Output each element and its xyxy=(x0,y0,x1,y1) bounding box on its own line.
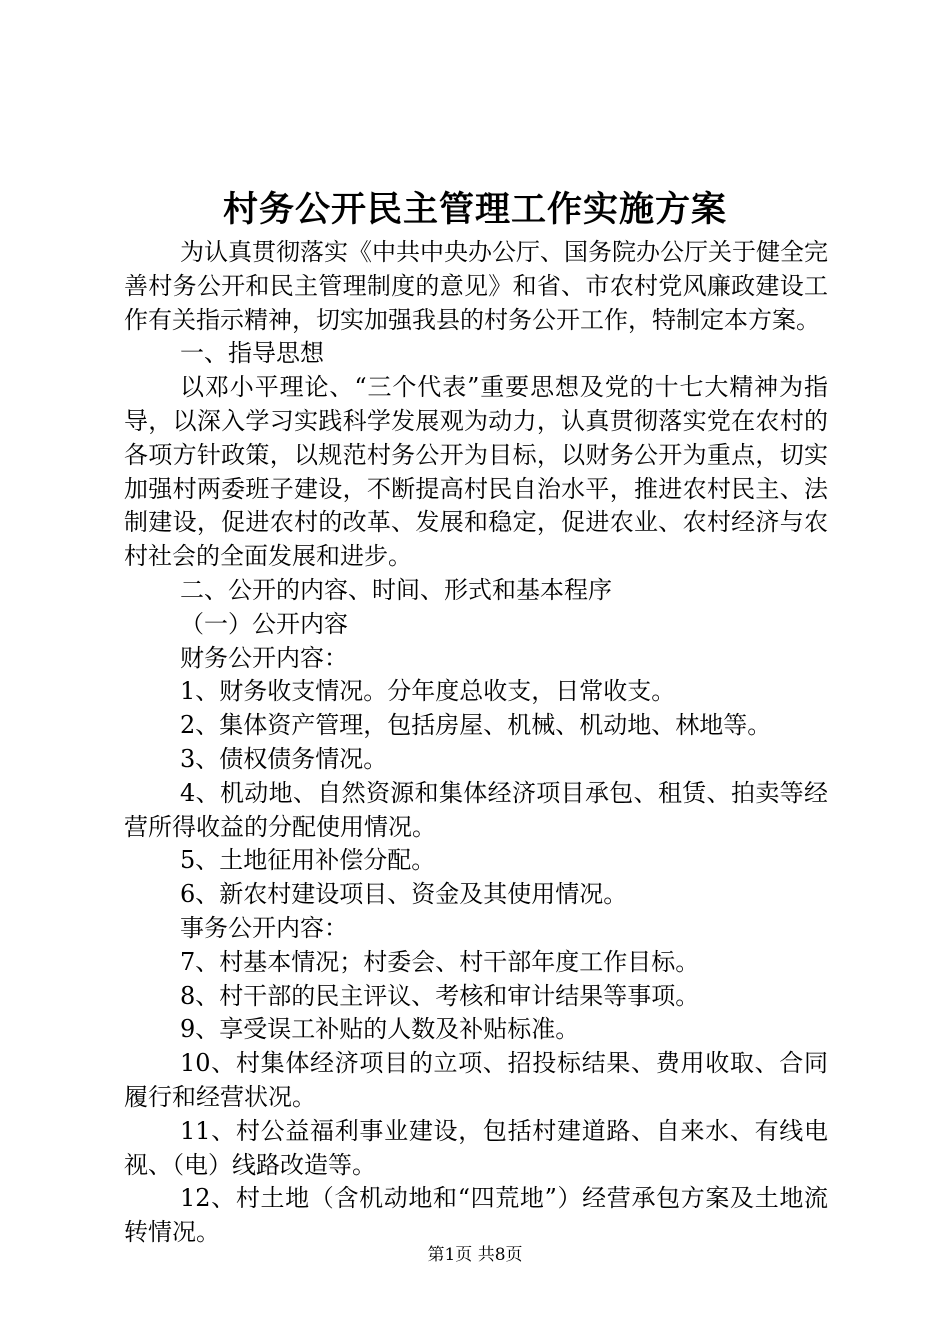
list-item: 10、村集体经济项目的立项、招投标结果、费用收取、合同履行和经营状况。 xyxy=(124,1049,828,1111)
list-item: 6、新农村建设项目、资金及其使用情况。 xyxy=(180,880,628,909)
list-item: 12、村土地（含机动地和“四荒地”）经营承包方案及土地流转情况。 xyxy=(124,1184,828,1247)
section-heading-disclosure: 二、公开的内容、时间、形式和基本程序 xyxy=(180,575,612,604)
list-item: 7、村基本情况；村委会、村干部年度工作目标。 xyxy=(180,947,700,976)
document-title: 村务公开民主管理工作实施方案 xyxy=(222,189,727,230)
paragraph-intro: 为认真贯彻落实《中共中央办公厅、国务院办公厅关于健全完善村务公开和民主管理制度的意见》和省、市农村党风廉政建设工作有关指示精神，切实加强我县的村务公开工作，特制定本方案。 xyxy=(124,238,828,334)
list-item: 8、村干部的民主评议、考核和审计结果等事项。 xyxy=(180,981,700,1010)
list-heading-financial: 财务公开内容： xyxy=(180,643,348,672)
list-item: 2、集体资产管理，包括房屋、机械、机动地、林地等。 xyxy=(180,711,772,740)
list-item: 1、财务收支情况。分年度总收支，日常收支。 xyxy=(180,677,676,706)
paragraph-guiding-thought: 以邓小平理论、“三个代表”重要思想及党的十七大精神为指导，以深入学习实践科学发展观为动力，认真贯彻落实党在农村的各项方针政策，以规范村务公开为目标，以财务公开为重点，切实加强村两委班子建设，不断提高村民自治水平，推进农村民主、法制建设，促进农村的改革、发展和稳定，促进农业、农村经济与农村社会的全面发展和进步。 xyxy=(124,373,828,571)
list-item: 5、土地征用补偿分配。 xyxy=(180,846,436,875)
page-number-footer: 第1页 共8页 xyxy=(427,1245,523,1265)
list-item: 11、村公益福利事业建设，包括村建道路、自来水、有线电视、（电）线路改造等。 xyxy=(124,1116,828,1179)
section-heading-guiding-thought: 一、指导思想 xyxy=(180,339,324,368)
list-item: 3、债权债务情况。 xyxy=(180,744,388,773)
list-heading-affairs: 事务公开内容： xyxy=(180,913,348,942)
subsection-heading-content: （一）公开内容 xyxy=(180,609,348,638)
document-body xyxy=(124,236,828,1250)
list-item: 4、机动地、自然资源和集体经济项目承包、租赁、拍卖等经营所得收益的分配使用情况。 xyxy=(124,778,828,841)
list-item: 9、享受误工补贴的人数及补贴标准。 xyxy=(180,1015,580,1044)
